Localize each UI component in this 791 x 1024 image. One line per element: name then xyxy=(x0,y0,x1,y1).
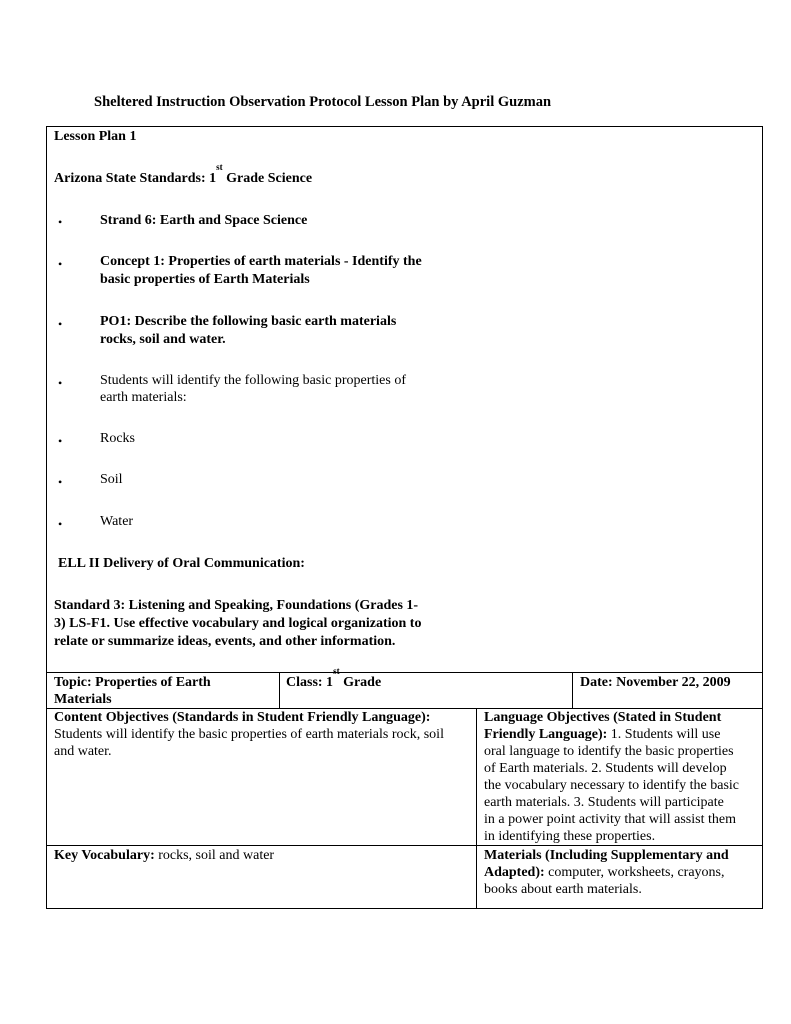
language-objectives-line2: oral language to identify the basic properties xyxy=(484,744,734,759)
bullet-students-line2: earth materials: xyxy=(100,390,187,405)
bullet-marker: • xyxy=(58,434,63,448)
bullet-students-line1: Students will identify the following basic properties of xyxy=(100,373,407,388)
standard3-line1: Standard 3: Listening and Speaking, Foundations (Grades 1- xyxy=(54,598,419,613)
language-objectives-line1: Friendly Language): 1. Students will use xyxy=(484,727,721,742)
bullet-marker: • xyxy=(58,215,63,229)
column-divider xyxy=(572,672,573,708)
language-objectives-line7: in identifying these properties. xyxy=(484,829,656,844)
lesson-heading: Lesson Plan 1 xyxy=(54,129,137,144)
bullet-po1-line2: rocks, soil and water. xyxy=(100,332,226,347)
language-objectives-line3: of Earth materials. 2. Students will develop xyxy=(484,761,727,776)
standard3-line2: 3) LS-F1. Use effective vocabulary and logical organization to xyxy=(54,616,422,631)
bullet-soil: Soil xyxy=(100,472,123,487)
date-cell: Date: November 22, 2009 xyxy=(580,675,731,690)
bullet-concept-line2: basic properties of Earth Materials xyxy=(100,272,310,287)
language-objectives-line4: the vocabulary necessary to identify the basic xyxy=(484,778,740,793)
standards-heading: Arizona State Standards: 1st Grade Science xyxy=(54,162,313,186)
bullet-marker: • xyxy=(58,517,63,531)
ell-heading: ELL II Delivery of Oral Communication: xyxy=(58,556,305,571)
language-objectives-line5: earth materials. 3. Students will participate xyxy=(484,795,724,810)
bullet-marker: • xyxy=(58,475,63,489)
bullet-strand: Strand 6: Earth and Space Science xyxy=(100,213,308,228)
materials-label-line1: Materials (Including Supplementary and xyxy=(484,848,729,863)
language-objectives-line6: in a power point activity that will assist them xyxy=(484,812,736,827)
bullet-concept-line1: Concept 1: Properties of earth materials - Identify the xyxy=(100,254,422,269)
content-objectives-line1: Students will identify the basic properties of earth materials rock, soil xyxy=(54,727,444,742)
language-objectives-label-line1: Language Objectives (Stated in Student xyxy=(484,710,722,725)
table-top-rule xyxy=(46,672,763,673)
topic-line2: Materials xyxy=(54,692,112,707)
class-cell: Class: 1st Grade xyxy=(286,666,382,690)
column-divider xyxy=(476,708,477,908)
document-title: Sheltered Instruction Observation Protocol Lesson Plan by April Guzman xyxy=(94,94,552,110)
materials-line2: books about earth materials. xyxy=(484,882,642,897)
bullet-marker: • xyxy=(58,376,63,390)
column-divider xyxy=(279,672,280,708)
bullet-po1-line1: PO1: Describe the following basic earth materials xyxy=(100,314,397,329)
bullet-rocks: Rocks xyxy=(100,431,135,446)
row-divider xyxy=(46,845,763,846)
topic-line1: Topic: Properties of Earth xyxy=(54,675,211,690)
content-objectives-line2: and water. xyxy=(54,744,112,759)
content-objectives-label: Content Objectives (Standards in Student Friendly Language): xyxy=(54,710,431,725)
key-vocabulary-cell: Key Vocabulary: rocks, soil and water xyxy=(54,848,275,863)
standard3-line3: relate or summarize ideas, events, and other information. xyxy=(54,634,396,649)
bullet-water: Water xyxy=(100,514,134,529)
bullet-marker: • xyxy=(58,317,63,331)
bullet-marker: • xyxy=(58,257,63,271)
materials-line1: Adapted): computer, worksheets, crayons, xyxy=(484,865,725,880)
